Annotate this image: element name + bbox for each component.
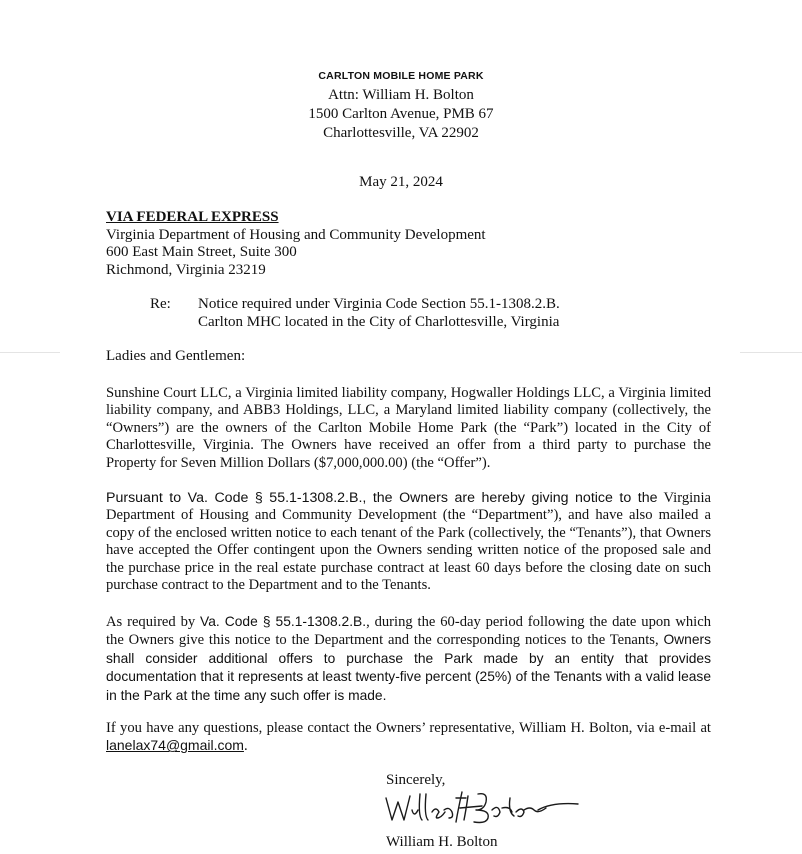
paragraph-2-lead: Pursuant to Va. Code § 55.1-1308.2.B., the Owners are hereby giving notice to the xyxy=(106,490,658,506)
letterhead-address xyxy=(0,86,802,143)
letterhead-city: Charlottesville, VA 22902 xyxy=(323,125,479,141)
paragraph-4-end: . xyxy=(243,738,248,755)
paragraph-3-code: Va. Code § 55.1-1308.2.B. xyxy=(200,614,367,629)
paragraph-4-body: If you have any questions, please contact the Owners’ representative, William H. Bolton, via e-mail at xyxy=(106,720,711,736)
paragraph-2-text xyxy=(106,490,711,594)
paragraph-1-text: Sunshine Court LLC, a Virginia limited liability company, Hogwaller Holdings LLC, a Virginia limited liability company, and ABB3 Holdings, LLC, a Maryland limited liability company (collectively, the “Owners”) are the owners of the Carlton Mobile Home Park (the “Park”) located in the City of Charlottesville, Virginia. The Owners have received an offer from a third party to purchase the Property for Seven Million Dollars ($7,000,000.00) (the “Offer”). xyxy=(106,385,711,471)
paragraph-3-d: Owners shall consider additional offers to purchase the Park made by an entity that provides documentation that it represents at least twenty-five percent (25%) of the Tenants with a valid lease in the Park at the time any such offer is made. xyxy=(106,632,711,703)
closing: Sincerely, xyxy=(386,772,446,788)
scan-artifact-right xyxy=(740,352,802,353)
letterhead-street: 1500 Carlton Avenue, PMB 67 xyxy=(308,106,494,122)
paragraph-1 xyxy=(106,385,711,472)
letterhead-attn: Attn: William H. Bolton xyxy=(328,87,474,103)
paragraph-4 xyxy=(106,720,711,756)
paragraph-4-text xyxy=(106,720,711,756)
paragraph-2 xyxy=(106,490,711,594)
delivery-method: VIA FEDERAL EXPRESS xyxy=(106,209,279,225)
recipient-block xyxy=(106,209,711,279)
recipient-street: 600 East Main Street, Suite 300 xyxy=(106,244,297,260)
scan-artifact-left xyxy=(0,352,60,353)
re-line-1: Notice required under Virginia Code Section 55.1-1308.2.B. xyxy=(198,296,560,312)
signer-name: William H. Bolton xyxy=(386,834,498,850)
letterhead-company: CARLTON MOBILE HOME PARK xyxy=(318,70,484,82)
paragraph-3 xyxy=(106,613,711,705)
recipient-org: Virginia Department of Housing and Community Development xyxy=(106,226,486,243)
paragraph-3-text xyxy=(106,613,711,705)
recipient-city: Richmond, Virginia 23219 xyxy=(106,261,266,278)
paragraph-3-a: As required by xyxy=(106,614,196,630)
salutation: Ladies and Gentlemen: xyxy=(106,348,246,364)
signature-image xyxy=(378,786,588,832)
letter-date: May 21, 2024 xyxy=(359,174,443,190)
paragraph-2-rest: Virginia Department of Housing and Community Development (the “Department”), and have also mailed a copy of the enclosed written notice to each tenant of the Park (collectively, the “Tenants”), that Owners have accepted the Offer contingent upon the Owners sending written notice of the proposed sale and the purchase price in the real estate purchase contract at least 60 days before the closing date on such purchase contract to the Department and to the Tenants. xyxy=(106,490,711,594)
contact-email-link[interactable]: lanelax74@gmail.com xyxy=(106,737,244,754)
re-line-2: Carlton MHC located in the City of Charlottesville, Virginia xyxy=(198,313,560,330)
paragraph-3-c: , during the 60-day period following the date upon which the Owners give this notice to the Department and the corresponding notices to the Tenants, xyxy=(106,614,711,649)
re-label: Re: xyxy=(150,296,171,312)
